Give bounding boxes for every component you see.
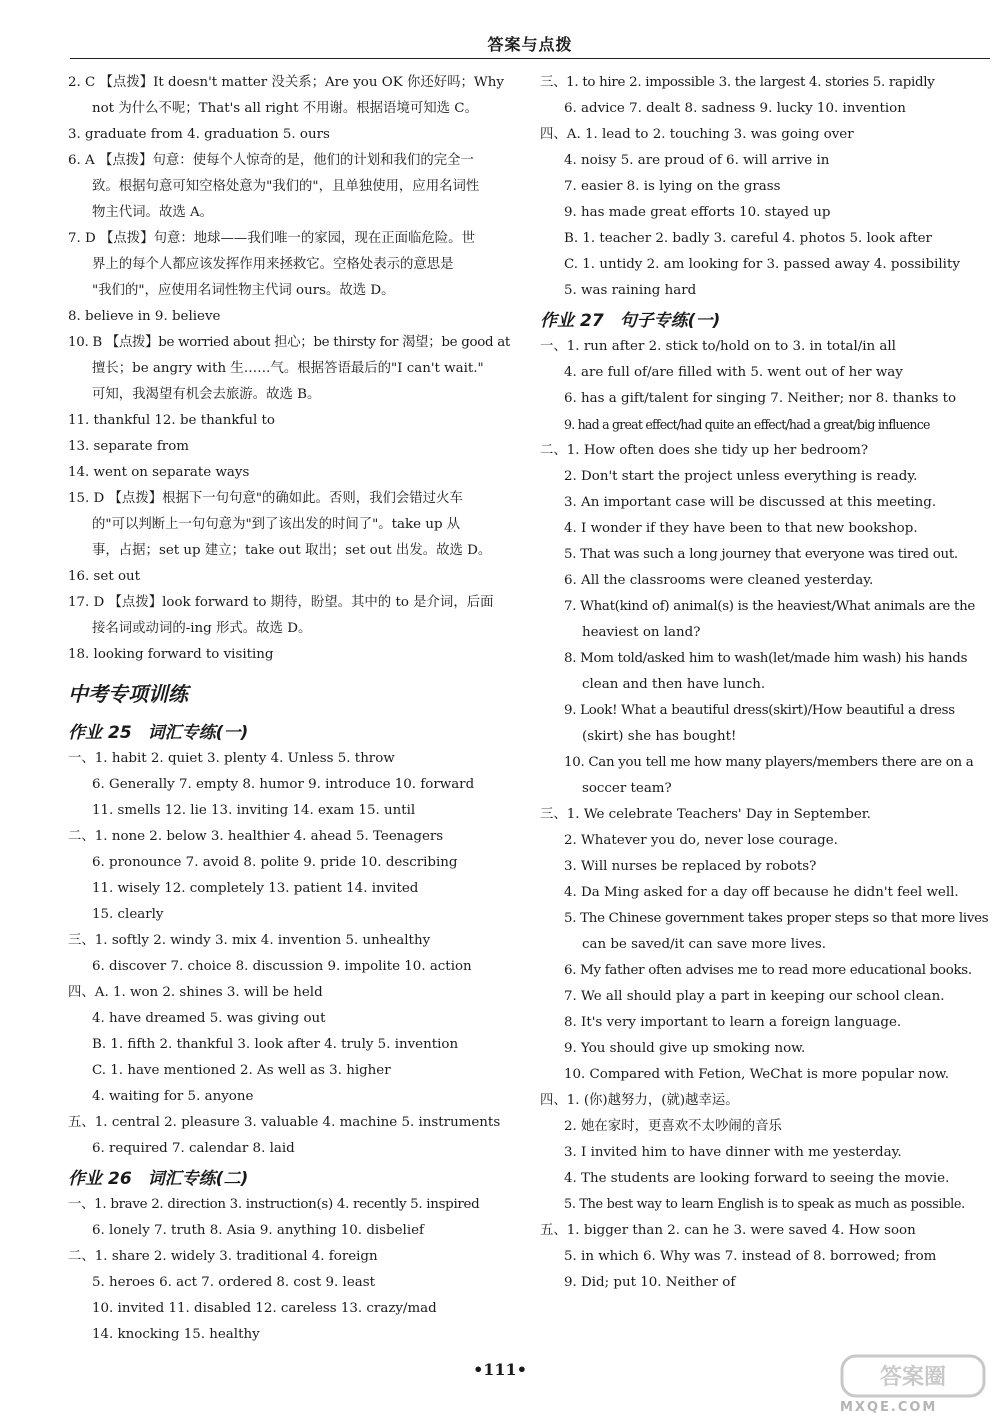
answer-line: "我们的"，应使用名词性物主代词 ours。故选 D。 xyxy=(92,283,395,298)
answer-line: 2. C 【点拨】It doesn't matter 没关系；Are you OK 你还好吗；Why xyxy=(68,75,504,90)
answer-line: 8. It's very important to learn a foreign language. xyxy=(564,1015,902,1030)
answer-line: 9. had a great effect/had quite an effect/had a great/big influence xyxy=(564,417,930,432)
answer-line: 10. B 【点拨】be worried about 担心；be thirsty for 渴望；be good at xyxy=(68,335,510,350)
answer-line: 14. knocking 15. healthy xyxy=(92,1327,260,1342)
section-title: 中考专项训练 xyxy=(68,682,188,706)
answer-line: 11. thankful 12. be thankful to xyxy=(68,413,275,428)
homework-title: 词汇专练(二) xyxy=(147,1169,249,1189)
left-column xyxy=(68,70,516,1348)
answer-line: 二、1. none 2. below 3. healthier 4. ahead 5. Teenagers xyxy=(68,829,444,844)
answer-line: 三、1. softly 2. windy 3. mix 4. invention 5. unhealthy xyxy=(68,933,431,948)
answer-line: 6. Generally 7. empty 8. humor 9. introduce 10. forward xyxy=(92,777,475,792)
answer-line: 11. wisely 12. completely 13. patient 14. invited xyxy=(92,881,419,896)
answer-line: 四、A. 1. lead to 2. touching 3. was going over xyxy=(540,127,854,142)
answer-line: 5. in which 6. Why was 7. instead of 8. borrowed; from xyxy=(564,1249,937,1264)
answer-line: 3. I invited him to have dinner with me yesterday. xyxy=(564,1145,902,1160)
homework-number: 25 xyxy=(108,723,132,743)
page-number: •111• xyxy=(473,1360,527,1379)
watermark-logo-text: 答案圈 xyxy=(879,1365,947,1390)
answer-line: 7. We all should play a part in keeping our school clean. xyxy=(564,989,945,1004)
answer-line: 五、1. bigger than 2. can he 3. were saved 4. How soon xyxy=(540,1223,916,1238)
homework-label: 作业 xyxy=(540,311,574,331)
answer-line: 4. have dreamed 5. was giving out xyxy=(92,1011,326,1026)
answer-line: C. 1. have mentioned 2. As well as 3. higher xyxy=(92,1063,391,1078)
answer-line: 6. A 【点拨】句意：使每个人惊奇的是，他们的计划和我们的完全一 xyxy=(68,153,474,168)
answer-line: 10. Can you tell me how many players/members there are on a xyxy=(564,755,974,770)
watermark-text: MXQE.COM xyxy=(840,1400,938,1415)
answer-line: heaviest on land? xyxy=(582,625,701,640)
answer-line: 接名词或动词的-ing 形式。故选 D。 xyxy=(92,621,312,636)
homework-heading xyxy=(68,1166,516,1192)
answer-line: 3. An important case will be discussed at this meeting. xyxy=(564,495,937,510)
answer-line: soccer team? xyxy=(582,781,672,796)
answer-line: 三、1. to hire 2. impossible 3. the largest 4. stories 5. rapidly xyxy=(540,75,935,90)
homework-number: 26 xyxy=(108,1169,132,1189)
answer-line: 7. D 【点拨】句意：地球——我们唯一的家园，现在正面临危险。世 xyxy=(68,231,475,246)
answer-line: 8. Mom told/asked him to wash(let/made him wash) his hands xyxy=(564,651,968,666)
answer-line: 5. The Chinese government takes proper steps so that more lives xyxy=(564,911,989,926)
answer-line: 的"可以判断上一句句意为"到了该出发的时间了"。take up 从 xyxy=(92,517,461,532)
answer-line: 10. invited 11. disabled 12. careless 13. crazy/mad xyxy=(92,1301,437,1316)
answer-line: 10. Compared with Fetion, WeChat is more popular now. xyxy=(564,1067,950,1082)
homework-27 xyxy=(540,308,992,1296)
answer-line: clean and then have lunch. xyxy=(582,677,766,692)
answer-line: 5. was raining hard xyxy=(564,283,697,298)
answer-line: 11. smells 12. lie 13. inviting 14. exam 15. until xyxy=(92,803,416,818)
answer-line: 二、1. share 2. widely 3. traditional 4. foreign xyxy=(68,1249,378,1264)
answer-line: 5. The best way to learn English is to speak as much as possible. xyxy=(564,1197,965,1212)
answer-line: 7. easier 8. is lying on the grass xyxy=(564,179,781,194)
answer-line: 6. discover 7. choice 8. discussion 9. impolite 10. action xyxy=(92,959,472,974)
answer-line: 6. All the classrooms were cleaned yesterday. xyxy=(564,573,874,588)
answer-line: 8. believe in 9. believe xyxy=(68,309,221,324)
answer-line: 2. Don't start the project unless everything is ready. xyxy=(564,469,918,484)
answer-line: 9. has made great efforts 10. stayed up xyxy=(564,205,831,220)
answer-line: 事，占据；set up 建立；take out 取出；set out 出发。故选 D。 xyxy=(92,543,492,558)
homework-25 xyxy=(68,720,516,1162)
answer-line: 三、1. We celebrate Teachers' Day in September. xyxy=(540,807,871,822)
answer-line: 15. D 【点拨】根据下一句句意"的确如此。否则，我们会错过火车 xyxy=(68,491,463,506)
answer-line: 6. My father often advises me to read more educational books. xyxy=(564,963,972,978)
answer-line: 6. lonely 7. truth 8. Asia 9. anything 10. disbelief xyxy=(92,1223,424,1238)
page-header xyxy=(70,24,990,59)
homework-26-continued xyxy=(540,70,992,304)
answer-line: 7. What(kind of) animal(s) is the heaviest/What animals are the xyxy=(564,599,976,614)
answer-line: 4. I wonder if they have been to that new bookshop. xyxy=(564,521,918,536)
page-header-title: 答案与点拨 xyxy=(487,35,573,54)
answer-line: 可知，我渴望有机会去旅游。故选 B。 xyxy=(92,387,321,402)
answer-line: 四、1. (你)越努力，(就)越幸运。 xyxy=(540,1093,739,1108)
homework-26 xyxy=(68,1166,516,1348)
answer-line: 2. 她在家时，更喜欢不太吵闹的音乐 xyxy=(564,1119,782,1134)
answer-line: 一、1. run after 2. stick to/hold on to 3. in total/in all xyxy=(540,339,896,354)
answer-line: not 为什么不呢；That's all right 不用谢。根据语境可知选 C。 xyxy=(92,101,478,116)
answer-line: 二、1. How often does she tidy up her bedroom? xyxy=(540,443,869,458)
homework-title: 词汇专练(一) xyxy=(147,723,249,743)
answer-line: 4. waiting for 5. anyone xyxy=(92,1089,254,1104)
answer-line: 6. required 7. calendar 8. laid xyxy=(92,1141,295,1156)
answer-line: 5. heroes 6. act 7. ordered 8. cost 9. least xyxy=(92,1275,375,1290)
answer-line: 6. advice 7. dealt 8. sadness 9. lucky 10. invention xyxy=(564,101,906,116)
answer-line: B. 1. teacher 2. badly 3. careful 4. photos 5. look after xyxy=(564,231,932,246)
answer-line: 物主代词。故选 A。 xyxy=(92,205,214,220)
homework-heading xyxy=(68,720,516,746)
answer-line: 4. The students are looking forward to seeing the movie. xyxy=(564,1171,950,1186)
answer-line: 9. You should give up smoking now. xyxy=(564,1041,806,1056)
right-column xyxy=(540,70,992,1296)
answer-line: 4. are full of/are filled with 5. went out of her way xyxy=(564,365,903,380)
answer-block-prev xyxy=(68,70,516,668)
homework-number: 27 xyxy=(580,311,604,331)
answer-line: 一、1. habit 2. quiet 3. plenty 4. Unless 5. throw xyxy=(68,751,395,766)
answer-line: 3. Will nurses be replaced by robots? xyxy=(564,859,817,874)
answer-line: 4. Da Ming asked for a day off because he didn't feel well. xyxy=(564,885,959,900)
answer-line: (skirt) she has bought! xyxy=(582,729,737,744)
answer-line: 9. Look! What a beautiful dress(skirt)/How beautiful a dress xyxy=(564,703,955,718)
answer-line: 9. Did; put 10. Neither of xyxy=(564,1275,736,1290)
answer-line: 2. Whatever you do, never lose courage. xyxy=(564,833,838,848)
answer-line: 17. D 【点拨】look forward to 期待，盼望。其中的 to 是介词，后面 xyxy=(68,595,494,610)
homework-label: 作业 xyxy=(68,723,102,743)
answer-line: 18. looking forward to visiting xyxy=(68,647,274,662)
answer-line: 四、A. 1. won 2. shines 3. will be held xyxy=(68,985,323,1000)
answer-line: 6. has a gift/talent for singing 7. Neither; nor 8. thanks to xyxy=(564,391,957,406)
answer-line: 3. graduate from 4. graduation 5. ours xyxy=(68,127,330,142)
answer-line: B. 1. fifth 2. thankful 3. look after 4. truly 5. invention xyxy=(92,1037,459,1052)
answer-line: 致。根据句意可知空格处意为"我们的"，且单独使用，应用名词性 xyxy=(92,179,480,194)
answer-line: 6. pronounce 7. avoid 8. polite 9. pride 10. describing xyxy=(92,855,458,870)
homework-title: 句子专练(一) xyxy=(619,311,721,331)
answer-line: 一、1. brave 2. direction 3. instruction(s) 4. recently 5. inspired xyxy=(68,1197,480,1212)
answer-line: 4. noisy 5. are proud of 6. will arrive in xyxy=(564,153,830,168)
answer-line: 擅长；be angry with 生……气。根据答语最后的"I can't wait." xyxy=(92,361,484,376)
answer-line: can be saved/it can save more lives. xyxy=(582,937,826,952)
homework-heading xyxy=(540,308,992,334)
homework-label: 作业 xyxy=(68,1169,102,1189)
answer-line: 14. went on separate ways xyxy=(68,465,250,480)
answer-line: 界上的每个人都应该发挥作用来拯救它。空格处表示的意思是 xyxy=(92,257,454,272)
answer-line: 16. set out xyxy=(68,569,141,584)
answer-line: 15. clearly xyxy=(92,907,164,922)
answer-line: 5. That was such a long journey that everyone was tired out. xyxy=(564,547,958,562)
answer-line: 五、1. central 2. pleasure 3. valuable 4. machine 5. instruments xyxy=(68,1115,501,1130)
answer-line: C. 1. untidy 2. am looking for 3. passed away 4. possibility xyxy=(564,257,960,272)
answer-line: 13. separate from xyxy=(68,439,189,454)
